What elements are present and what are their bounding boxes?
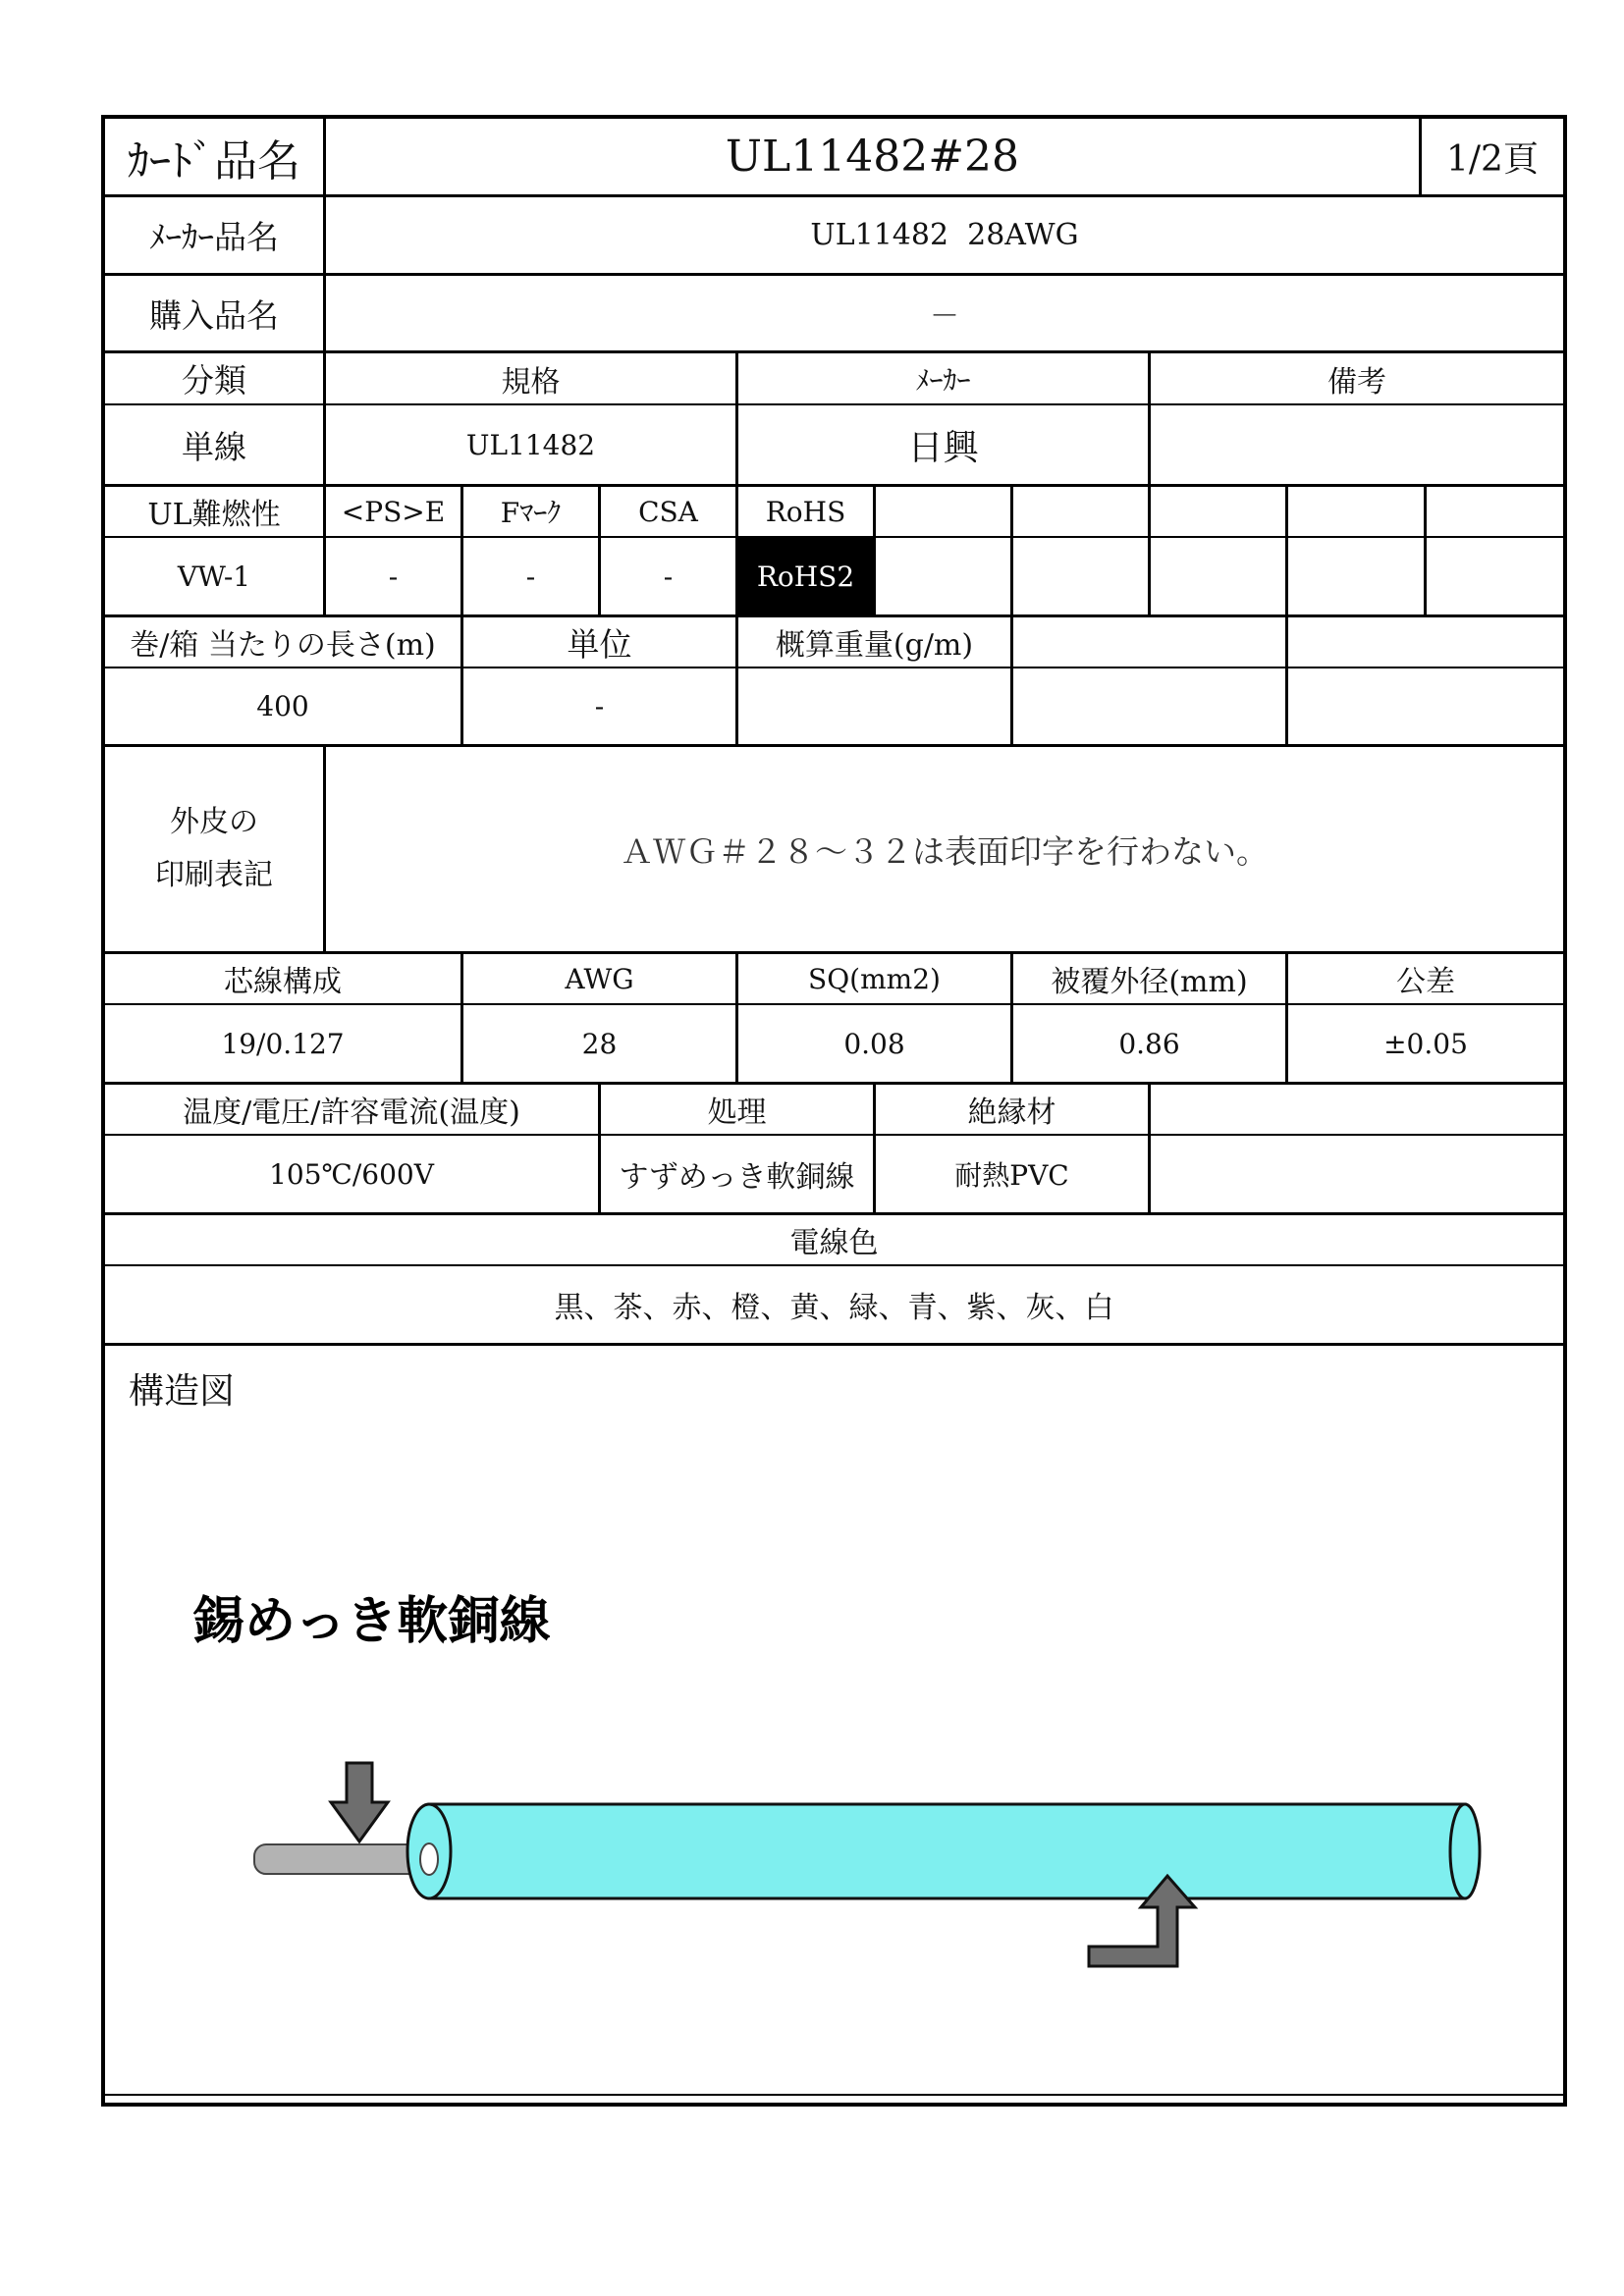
od-value: 0.86 — [1118, 1027, 1180, 1060]
tube-hole — [420, 1843, 438, 1875]
print-label-line1: 外皮の — [170, 805, 258, 839]
remarks-value — [1151, 405, 1563, 484]
card-name-label: ｶｰﾄﾞ品名 — [128, 135, 300, 187]
strand-value: 19/0.127 — [221, 1027, 345, 1060]
pse-value: - — [388, 560, 399, 593]
weight-value — [738, 668, 1010, 744]
col-line — [1010, 484, 1013, 614]
conductor-label: 錫めっき軟銅線 — [193, 1591, 551, 1651]
classification-header: 分類 — [182, 361, 246, 400]
wire-color-header: 電線色 — [789, 1226, 879, 1260]
rating-value: 105℃/600V — [269, 1157, 434, 1191]
awg-value: 28 — [581, 1027, 618, 1060]
purchase-name: － — [930, 299, 959, 334]
classification-value: 単線 — [182, 427, 246, 466]
f-mark-value: - — [525, 560, 536, 593]
print-label — [105, 747, 323, 951]
col-line — [1010, 614, 1013, 744]
print-label-line2: 印刷表記 — [155, 858, 273, 892]
strand-header: 芯線構成 — [224, 965, 342, 999]
awg-header: AWG — [565, 962, 634, 995]
tube-body — [429, 1804, 1465, 1898]
col-line — [1285, 614, 1288, 744]
unit-value: - — [594, 690, 605, 722]
csa-header: CSA — [638, 495, 698, 528]
standard-value: UL11482 — [465, 428, 596, 461]
wire-color-value: 黒、茶、赤、橙、黄、緑、青、紫、灰、白 — [554, 1291, 1114, 1325]
insulation-header: 絶縁材 — [967, 1095, 1056, 1130]
spec-sheet — [101, 115, 1567, 2107]
f-mark-header: Fﾏｰｸ — [500, 497, 562, 529]
col-line — [1148, 1082, 1151, 1212]
rohs-value: RoHS2 — [738, 538, 873, 614]
sq-value: 0.08 — [843, 1027, 905, 1060]
length-header: 巻/箱 当たりの長さ(m) — [130, 628, 436, 663]
conductor-arrow — [331, 1763, 388, 1842]
purchase-name-label: 購入品名 — [149, 295, 279, 335]
standard-header: 規格 — [501, 364, 561, 400]
maker-name: UL11482 28AWG — [810, 218, 1079, 252]
row-line — [105, 2094, 1563, 2096]
insulation-tube — [407, 1804, 1480, 1898]
csa-value: - — [663, 560, 674, 593]
maker-name-label: ﾒｰｶｰ品名 — [149, 218, 279, 256]
weight-header: 概算重量(g/m) — [775, 628, 974, 663]
col-line — [1148, 484, 1151, 614]
treatment-header: 処理 — [707, 1095, 767, 1130]
unit-header: 単位 — [567, 624, 632, 664]
col-line — [873, 484, 876, 614]
length-value: 400 — [256, 690, 309, 722]
ul-flame-value: VW-1 — [177, 560, 251, 593]
print-note: ＡＷＧ＃２８～３２は表面印字を行わない。 — [621, 831, 1269, 871]
cable-diagram — [105, 1346, 1563, 2092]
rating-header: 温度/電圧/許容電流(温度) — [183, 1095, 520, 1130]
pse-header: <PS>E — [341, 495, 446, 528]
treatment-value: すずめっき軟銅線 — [619, 1160, 855, 1195]
maker-header: ﾒｰｶｰ — [915, 363, 971, 397]
card-name: UL11482#28 — [725, 132, 1020, 182]
page-number: 1/2頁 — [1446, 139, 1539, 180]
col-line — [1424, 484, 1427, 614]
sq-header: SQ(mm2) — [808, 962, 941, 995]
diagram-title: 構造図 — [129, 1370, 236, 1412]
od-header: 被覆外径(mm) — [1051, 965, 1248, 999]
tolerance-value: ±0.05 — [1383, 1027, 1468, 1060]
insulation-value: 耐熱PVC — [954, 1159, 1069, 1192]
remarks-header: 備考 — [1327, 364, 1386, 400]
col-line — [1285, 484, 1288, 614]
tube-end — [1450, 1804, 1480, 1898]
maker-value: 日興 — [907, 427, 979, 468]
rohs-header: RoHS — [765, 495, 846, 528]
ul-flame-header: UL難燃性 — [147, 498, 281, 532]
tolerance-header: 公差 — [1396, 965, 1455, 999]
